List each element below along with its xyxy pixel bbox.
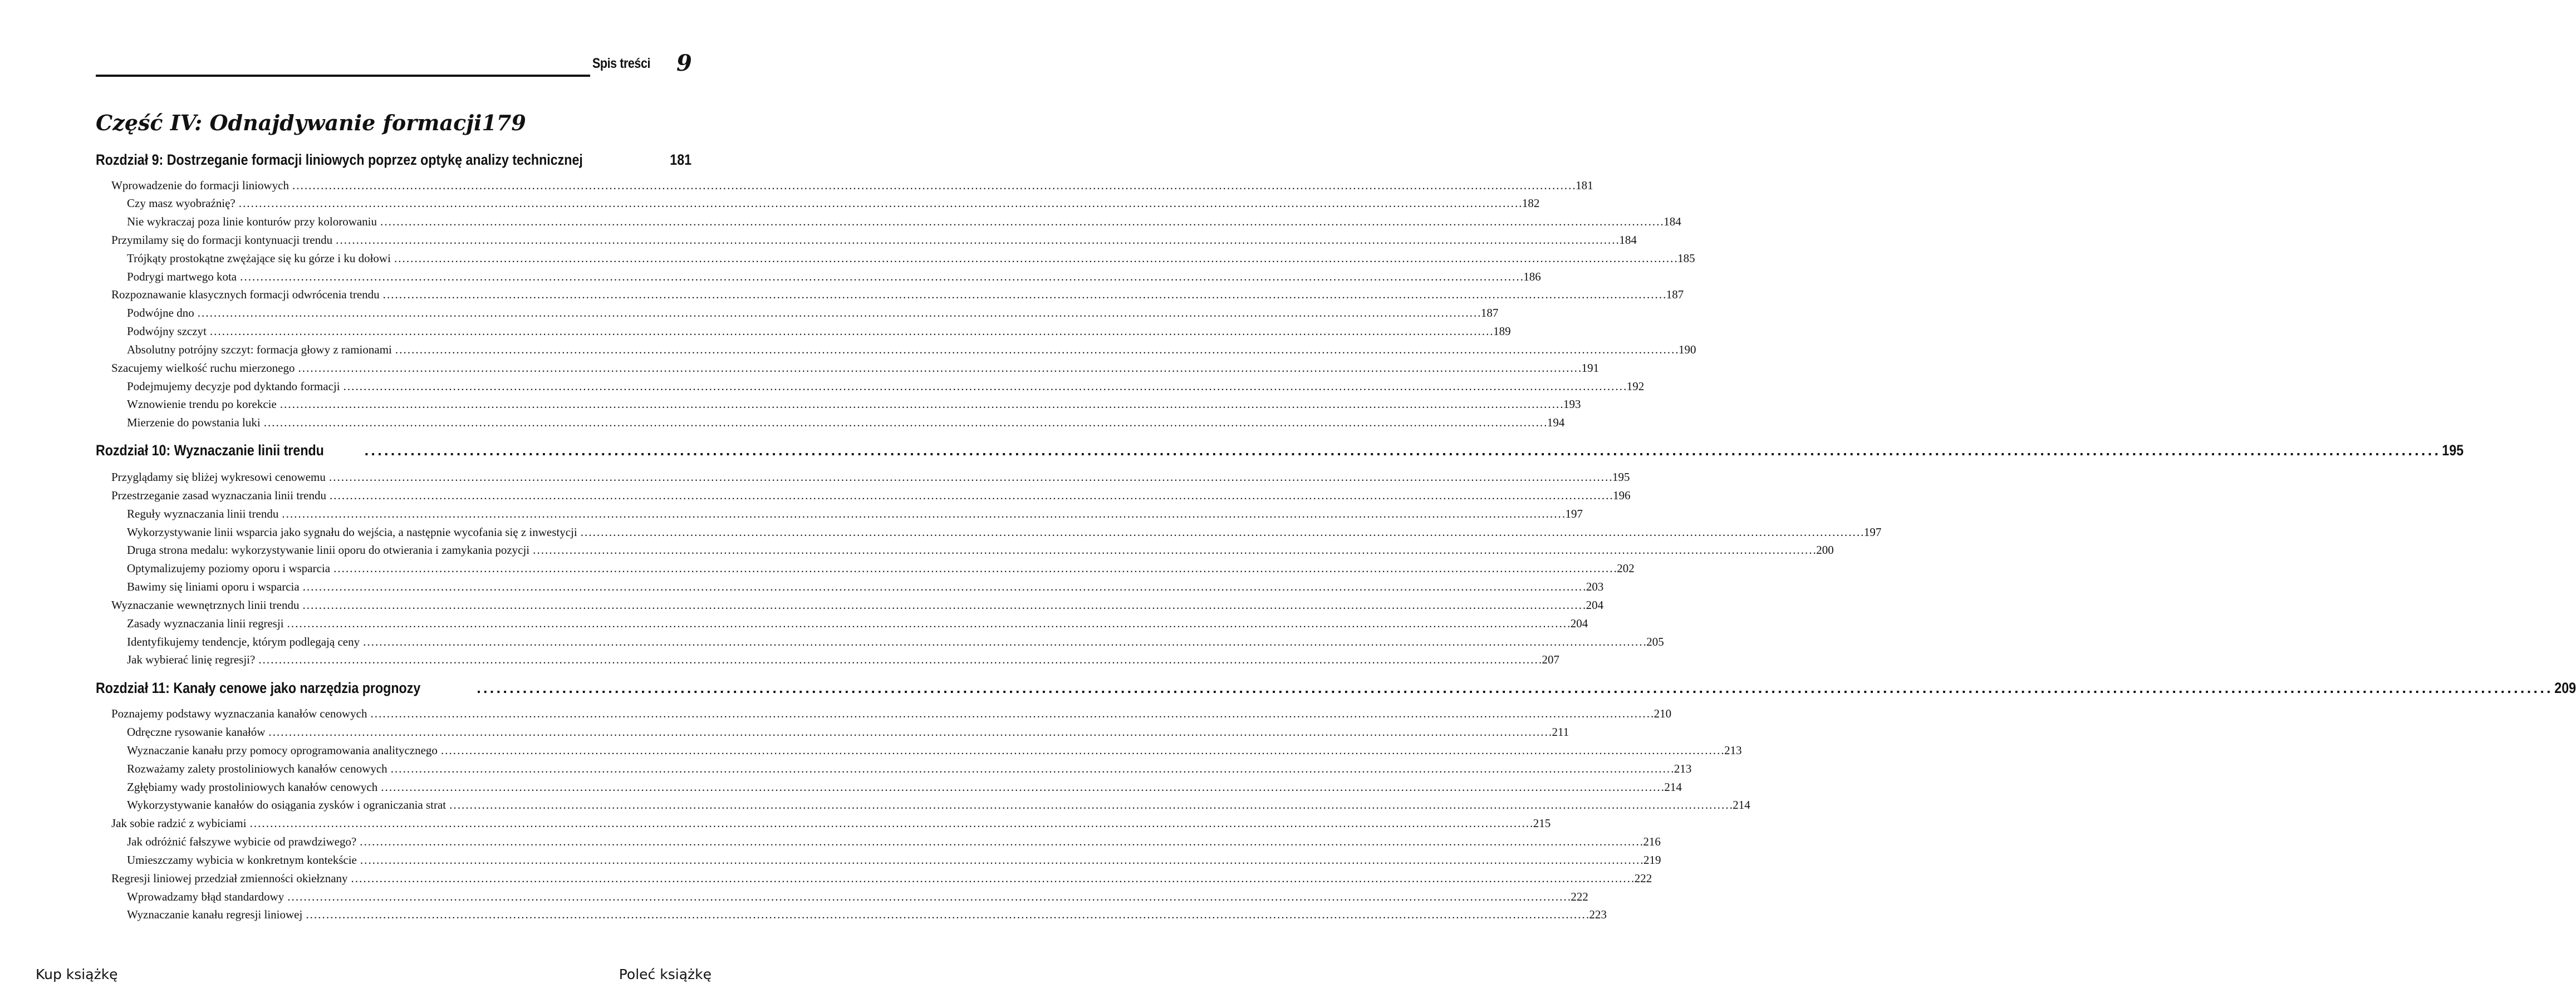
leader-dots [210, 324, 1492, 338]
toc-entry [127, 617, 1588, 632]
toc-entry-page: 181 [1576, 179, 1593, 192]
leader-dots [306, 908, 1588, 922]
toc-entry-title: Rozpoznawanie klasycznych formacji odwrócenia trendu [111, 288, 380, 301]
toc-entry [127, 507, 1583, 523]
toc-entry-title: Podrygi martwego kota [127, 270, 237, 283]
toc-entry-page: 204 [1570, 617, 1588, 630]
toc-entry [127, 835, 1661, 850]
toc-entry-page: 202 [1617, 562, 1635, 575]
toc-entry-page: 214 [1733, 798, 1750, 812]
toc-entry-page: 215 [1533, 817, 1551, 830]
buy-book-link[interactable]: Kup książkę [36, 966, 118, 982]
part-title [96, 110, 664, 135]
toc-entry-title: Jak wybierać linię regresji? [127, 653, 256, 666]
toc-entry-page: 223 [1589, 908, 1607, 921]
toc-entry-page: 200 [1816, 543, 1834, 557]
leader-dots [391, 762, 1673, 776]
toc-entry-page: 187 [1480, 306, 1499, 319]
leader-dots [239, 196, 1521, 210]
chapter-heading [96, 151, 692, 171]
leader-dots [287, 617, 1569, 631]
leader-dots [250, 817, 1532, 830]
toc-entry-title: Jak sobie radzić z wybiciami [111, 817, 247, 830]
toc-entry-title: Absolutny potrójny szczyt: formacja głowy z ramionami [127, 343, 392, 356]
toc-entry-page: 191 [1581, 361, 1599, 375]
toc-entry-title: Umieszczamy wybicia w konkretnym kontekście [127, 853, 357, 867]
toc-entry-title: Czy masz wyobraźnię? [127, 196, 235, 210]
toc-entry-title: Podejmujemy decyzje pod dyktando formacji [127, 380, 340, 393]
chapter-title: Rozdział 10: Wyznaczanie linii trendu [96, 442, 324, 459]
part-page-number: 179 [482, 110, 526, 135]
leader-dots [581, 525, 1863, 539]
toc-entry-page: 196 [1613, 489, 1631, 502]
toc-entry [127, 343, 1696, 358]
toc-entry [127, 543, 1834, 559]
toc-entry [127, 270, 1541, 286]
leader-dots [282, 507, 1564, 521]
leader-dots [381, 780, 1663, 794]
leader-dots [360, 853, 1642, 867]
toc-entry [111, 872, 1652, 887]
toc-entry [127, 744, 1742, 759]
toc-entry [127, 324, 1511, 340]
leader-dots [292, 179, 1574, 193]
toc-entry-title: Wykorzystywanie kanałów do osiągania zysków i ograniczania strat [127, 798, 446, 812]
toc-entry [127, 780, 1682, 796]
toc-entry-page: 207 [1542, 653, 1559, 666]
running-header-title: Spis treści [592, 56, 651, 71]
leader-dots [365, 442, 2438, 459]
chapter-page-number: 195 [2442, 442, 2464, 459]
toc-entry-page: 190 [1679, 343, 1696, 356]
part-title-text: Część IV: Odnajdywanie formacji [96, 110, 482, 135]
toc-entry-page: 197 [1565, 507, 1583, 520]
toc-entry-page: 222 [1634, 872, 1652, 885]
leader-dots [351, 872, 1633, 886]
leader-dots [333, 562, 1616, 576]
toc-entry-page: 219 [1643, 853, 1661, 867]
toc-entry-title: Wykorzystywanie linii wsparcia jako sygnału do wejścia, a następnie wycofania się z inwestycji [127, 525, 577, 539]
leader-dots [258, 653, 1540, 667]
toc-entry-page: 197 [1863, 525, 1882, 539]
toc-entry [111, 489, 1631, 504]
toc-entry-title: Podwójny szczyt [127, 324, 207, 338]
toc-entry-title: Zgłębiamy wady prostoliniowych kanałów cenowych [127, 780, 378, 794]
toc-entry-title: Wprowadzenie do formacji liniowych [111, 179, 289, 192]
leader-dots [268, 725, 1550, 739]
toc-entry-page: 182 [1522, 196, 1540, 210]
toc-entry-title: Rozważamy zalety prostoliniowych kanałów cenowych [127, 762, 387, 775]
toc-entry-page: 184 [1619, 233, 1637, 247]
chapter-page-number: 209 [2554, 680, 2576, 696]
toc-entry [111, 288, 1684, 303]
leader-dots [394, 252, 1676, 265]
leader-dots [449, 798, 1731, 812]
toc-entry-title: Jak odróżnić fałszywe wybicie od prawdziwego? [127, 835, 357, 848]
leader-dots [287, 890, 1569, 904]
leader-dots [264, 416, 1546, 430]
toc-entry [127, 725, 1569, 741]
toc-entry-title: Optymalizujemy poziomy oporu i wsparcia [127, 562, 331, 575]
toc-entry-page: 203 [1586, 580, 1604, 593]
toc-entry-page: 185 [1677, 252, 1695, 265]
toc-entry-page: 204 [1586, 598, 1604, 612]
toc-entry [111, 470, 1630, 486]
toc-entry [127, 397, 1581, 413]
toc-entry-title: Odręczne rysowanie kanałów [127, 725, 266, 739]
toc-entry [127, 380, 1645, 395]
leader-dots [336, 233, 1618, 247]
toc-entry [127, 653, 1559, 668]
leader-dots [371, 707, 1653, 721]
toc-entry-title: Trójkąty prostokątne zwężające się ku górze i ku dołowi [127, 252, 391, 265]
toc-entry [111, 707, 1672, 722]
toc-entry-title: Mierzenie do powstania luki [127, 416, 261, 429]
toc-entry-page: 216 [1643, 835, 1661, 848]
toc-entry [127, 853, 1661, 869]
toc-entry-page: 211 [1552, 725, 1569, 739]
toc-entry-page: 195 [1612, 470, 1630, 484]
leader-dots [280, 397, 1562, 411]
toc-entry-title: Przymilamy się do formacji kontynuacji trendu [111, 233, 333, 247]
toc-entry-page: 213 [1674, 762, 1692, 775]
toc-entry [111, 598, 1604, 614]
leader-dots [303, 598, 1585, 612]
toc-entry-title: Wyznaczanie kanału przy pomocy oprogramowania analitycznego [127, 744, 438, 757]
toc-entry-title: Zasady wyznaczania linii regresji [127, 617, 284, 630]
toc-entry [111, 361, 1599, 377]
toc-entry [111, 179, 1593, 194]
toc-entry-page: 184 [1664, 215, 1681, 228]
toc-entry [127, 908, 1607, 923]
toc-entry-title: Bawimy się liniami oporu i wsparcia [127, 580, 300, 593]
leader-dots [240, 270, 1522, 284]
toc-entry [127, 762, 1692, 778]
toc-entry [127, 890, 1588, 906]
running-header-page-number: 9 [676, 50, 692, 76]
leader-dots [330, 489, 1612, 503]
toc-entry-title: Szacujemy wielkość ruchu mierzonego [111, 361, 295, 375]
toc-entry-title: Wprowadzamy błąd standardowy [127, 890, 284, 903]
toc-entry [127, 798, 1750, 814]
toc-entry-page: 213 [1724, 744, 1742, 757]
toc-entry-title: Poznajemy podstawy wyznaczania kanałów cenowych [111, 707, 367, 720]
header-rule [96, 75, 590, 77]
leader-dots [198, 306, 1480, 320]
toc-entry-page: 192 [1626, 380, 1645, 393]
toc-entry-title: Wznowienie trendu po korekcie [127, 397, 277, 411]
leader-dots [395, 343, 1677, 357]
toc-entry-title: Reguły wyznaczania linii trendu [127, 507, 279, 520]
chapter-title: Rozdział 11: Kanały cenowe jako narzędzia prognozy [96, 680, 421, 696]
toc-entry-page: 187 [1666, 288, 1684, 301]
toc-entry-title: Druga strona medalu: wykorzystywanie linii oporu do otwierania i zamykania pozycji [127, 543, 530, 557]
toc-entry [127, 252, 1695, 267]
chapter-heading [96, 442, 2464, 462]
toc-entry [127, 525, 1882, 541]
toc-entry [111, 817, 1551, 832]
toc-entry-page: 186 [1523, 270, 1541, 283]
leader-dots [344, 380, 1626, 394]
chapter-heading [96, 680, 2576, 700]
toc-entry-title: Przyglądamy się bliżej wykresowi cenowemu [111, 470, 326, 484]
toc-entry-title: Regresji liniowej przedział zmienności okiełznany [111, 872, 348, 885]
recommend-book-link[interactable]: Poleć książkę [619, 966, 712, 982]
toc-entry [127, 562, 1635, 577]
toc-entry-page: 189 [1493, 324, 1511, 338]
toc-entry-page: 210 [1653, 707, 1672, 720]
chapter-page-number: 181 [670, 151, 692, 168]
leader-dots [533, 543, 1815, 557]
toc-entry-title: Identyfikujemy tendencje, którym podlegają ceny [127, 635, 360, 648]
leader-dots [303, 580, 1585, 594]
leader-dots [363, 635, 1645, 649]
leader-dots [477, 680, 2550, 697]
toc-entry-title: Nie wykraczaj poza linie konturów przy kolorowaniu [127, 215, 377, 228]
toc-entry-title: Wyznaczanie wewnętrznych linii trendu [111, 598, 300, 612]
toc-entry [127, 416, 1565, 431]
leader-dots [441, 744, 1723, 758]
chapter-title: Rozdział 9: Dostrzeganie formacji liniowych poprzez optykę analizy technicznej [96, 151, 583, 168]
toc-entry [127, 196, 1540, 212]
toc-entry-page: 222 [1571, 890, 1588, 903]
toc-entry [127, 306, 1499, 322]
leader-dots [329, 470, 1611, 484]
toc-entry-title: Podwójne dno [127, 306, 194, 319]
toc-entry-title: Wyznaczanie kanału regresji liniowej [127, 908, 303, 921]
toc-entry-page: 194 [1547, 416, 1565, 429]
toc-entry [127, 215, 1681, 230]
leader-dots [380, 215, 1662, 229]
leader-dots [360, 835, 1642, 849]
toc-entry [111, 233, 1637, 249]
toc-entry-page: 193 [1563, 397, 1581, 411]
toc-entry [127, 635, 1664, 651]
toc-entry-title: Przestrzeganie zasad wyznaczania linii trendu [111, 489, 326, 502]
leader-dots [383, 288, 1665, 302]
toc-entry-page: 214 [1664, 780, 1682, 794]
toc-entry-page: 205 [1646, 635, 1664, 648]
leader-dots [298, 361, 1580, 375]
toc-entry [127, 580, 1604, 596]
